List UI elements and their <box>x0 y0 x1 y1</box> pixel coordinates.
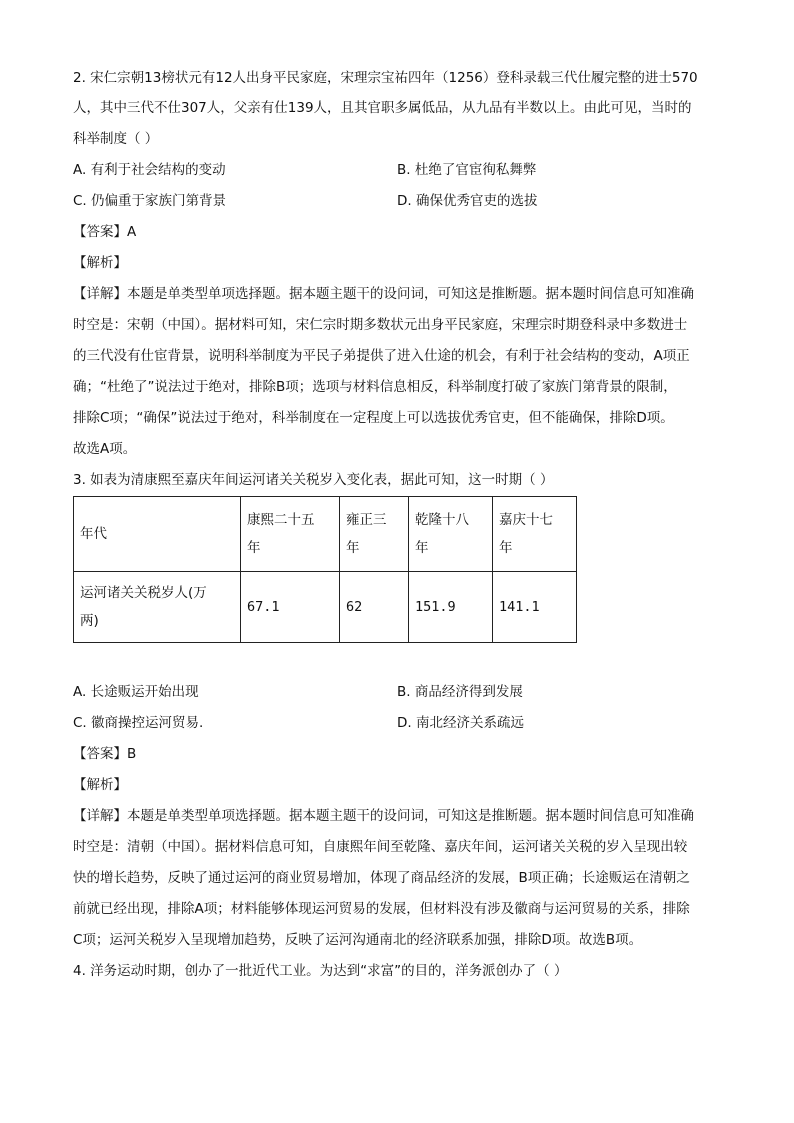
q3-detail-line-1: 【详解】本题是单类型单项选择题。据本题主题干的设问词，可知这是推断题。据本题时间信息可知准确 <box>73 808 694 824</box>
q2-detail-line-5: 排除C项；“确保”说法过于绝对，科举制度在一定程度上可以选拔优秀官吏，但不能确保，排除D项。 <box>73 410 674 426</box>
period-kangxi-line-2: 年 <box>247 540 261 556</box>
q3-option-a: A. 长途贩运开始出现 <box>73 684 199 700</box>
row-label-line-1: 运河诸关关税岁人(万 <box>80 585 207 601</box>
q2-stem-line-2: 人，其中三代不仕307人，父亲有仕139人，且其官职多属低品，从九品有半数以上。由此可见，当时的 <box>73 100 692 116</box>
value-qianlong: 151.9 <box>409 572 493 643</box>
value-yongzheng: 62 <box>340 572 409 643</box>
period-kangxi-line-1: 康熙二十五 <box>247 512 315 528</box>
tax-revenue-table <box>73 496 577 643</box>
q2-stem-line-1: 2. 宋仁宗朝13榜状元有12人出身平民家庭，宋理宗宝祐四年（1256）登科录载三代仕履完整的进士570 <box>73 70 698 86</box>
period-cell-yongzheng <box>340 497 409 572</box>
period-jiaqing-line-1: 嘉庆十七 <box>499 512 553 528</box>
q4-stem: 4. 洋务运动时期，创办了一批近代工业。为达到“求富”的目的，洋务派创办了（ ） <box>73 963 568 979</box>
period-jiaqing-line-2: 年 <box>499 540 513 556</box>
header-label: 年代 <box>80 526 107 542</box>
header-label-cell <box>74 497 241 572</box>
q3-detail-line-3: 快的增长趋势，反映了通过运河的商业贸易增加，体现了商品经济的发展，B项正确；长途贩运在清朝之 <box>73 870 690 886</box>
q2-detail-line-1: 【详解】本题是单类型单项选择题。据本题主题干的设问词，可知这是推断题。据本题时间信息可知准确 <box>73 286 694 302</box>
row-label-cell <box>74 572 241 643</box>
q3-answer: 【答案】B <box>73 746 137 762</box>
q3-option-b: B. 商品经济得到发展 <box>397 684 523 700</box>
table-header-row <box>74 497 577 572</box>
q3-detail-line-4: 前就已经出现，排除A项；材料能够体现运河贸易的发展，但材料没有涉及徽商与运河贸易的关系，排除 <box>73 901 690 917</box>
period-cell-jiaqing <box>493 497 577 572</box>
period-yongzheng-line-2: 年 <box>346 540 360 556</box>
period-qianlong-line-2: 年 <box>415 540 429 556</box>
q2-option-c: C. 仍偏重于家族门第背景 <box>73 193 227 209</box>
q3-detail-line-2: 时空是：清朝（中国）。据材料信息可知，自康熙年间至乾隆、嘉庆年间，运河诸关关税的岁入呈现出较 <box>73 839 688 855</box>
q2-analysis-label: 【解析】 <box>73 255 127 271</box>
value-kangxi: 67.1 <box>241 572 340 643</box>
q2-option-d: D. 确保优秀官吏的选拔 <box>397 193 538 209</box>
q2-answer: 【答案】A <box>73 224 137 240</box>
period-cell-qianlong <box>409 497 493 572</box>
q2-option-b: B. 杜绝了官宦徇私舞弊 <box>397 162 537 178</box>
q3-analysis-label: 【解析】 <box>73 777 127 793</box>
q3-option-c: C. 徽商操控运河贸易. <box>73 715 204 731</box>
value-jiaqing: 141.1 <box>493 572 577 643</box>
q2-stem-line-3: 科举制度（ ） <box>73 131 159 147</box>
q2-detail-line-4: 确；“杜绝了”说法过于绝对，排除B项；选项与材料信息相反，科举制度打破了家族门第背景的限制， <box>73 379 677 395</box>
q3-option-d: D. 南北经济关系疏远 <box>397 715 524 731</box>
period-qianlong-line-1: 乾隆十八 <box>415 512 469 528</box>
row-label-line-2: 两) <box>80 613 99 629</box>
period-cell-kangxi <box>241 497 340 572</box>
table-data-row <box>74 572 577 643</box>
q3-stem: 3. 如表为清康熙至嘉庆年间运河诸关关税岁入变化表，据此可知，这一时期（ ） <box>73 472 554 488</box>
q2-option-a: A. 有利于社会结构的变动 <box>73 162 226 178</box>
q2-detail-line-3: 的三代没有仕宦背景，说明科举制度为平民子弟提供了进入仕途的机会，有利于社会结构的变动，A项正 <box>73 348 690 364</box>
q2-detail-line-2: 时空是：宋朝（中国）。据材料可知，宋仁宗时期多数状元出身平民家庭，宋理宗时期登科录中多数进士 <box>73 317 688 333</box>
period-yongzheng-line-1: 雍正三 <box>346 512 387 528</box>
q2-detail-line-6: 故选A项。 <box>73 441 137 457</box>
q3-detail-line-5: C项；运河关税岁入呈现增加趋势，反映了运河沟通南北的经济联系加强，排除D项。故选B项。 <box>73 932 643 948</box>
